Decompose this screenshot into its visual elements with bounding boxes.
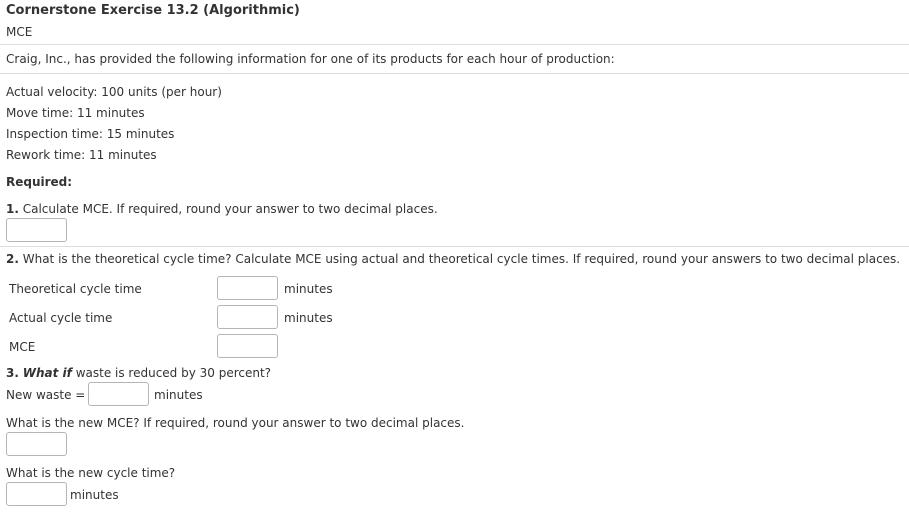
question-2-number: 2. (6, 252, 19, 266)
new-cycle-time-prompt: What is the new cycle time? (6, 466, 176, 480)
actual-cycle-time-input[interactable] (217, 305, 278, 329)
fact-rework-time: Rework time: 11 minutes (6, 148, 157, 162)
page-subtitle: MCE (6, 25, 33, 39)
question-2 (6, 251, 900, 267)
new-cycle-time-unit: minutes (70, 488, 119, 502)
actual-cycle-time-label: Actual cycle time (9, 311, 113, 325)
question-3-text: waste is reduced by 30 percent? (71, 366, 272, 380)
header-divider (0, 44, 909, 45)
question-3-number: 3. (6, 366, 19, 380)
theoretical-cycle-time-label: Theoretical cycle time (9, 282, 142, 296)
mce-answer-input[interactable] (6, 218, 67, 242)
mce-row-label: MCE (9, 340, 36, 354)
page-title: Cornerstone Exercise 13.2 (Algorithmic) (6, 3, 300, 18)
mce-row-input[interactable] (217, 334, 278, 358)
actual-cycle-time-unit: minutes (284, 311, 333, 325)
question-1-text: Calculate MCE. If required, round your answer to two decimal places. (18, 202, 438, 216)
new-cycle-time-input[interactable] (6, 482, 67, 506)
theoretical-cycle-time-unit: minutes (284, 282, 333, 296)
intro-divider (0, 73, 909, 74)
question-2-text: What is the theoretical cycle time? Calculate MCE using actual and theoretical cycle times. If required, round your answers to two decimal places. (18, 252, 901, 266)
new-mce-prompt: What is the new MCE? If required, round your answer to two decimal places. (6, 416, 465, 430)
fact-velocity: Actual velocity: 100 units (per hour) (6, 85, 222, 99)
fact-move-time: Move time: 11 minutes (6, 106, 145, 120)
intro-text: Craig, Inc., has provided the following information for one of its products for each hour of production: (6, 52, 615, 66)
question-3 (6, 365, 271, 381)
question-1-number: 1. (6, 202, 19, 216)
q1-divider (0, 246, 909, 247)
theoretical-cycle-time-input[interactable] (217, 276, 278, 300)
new-waste-unit: minutes (154, 388, 203, 402)
fact-inspection-time: Inspection time: 15 minutes (6, 127, 175, 141)
new-mce-input[interactable] (6, 432, 67, 456)
new-waste-label: New waste = (6, 388, 86, 402)
question-1 (6, 201, 438, 217)
question-3-what-if: What if (22, 366, 72, 380)
required-heading: Required: (6, 175, 73, 189)
new-waste-input[interactable] (88, 382, 149, 406)
